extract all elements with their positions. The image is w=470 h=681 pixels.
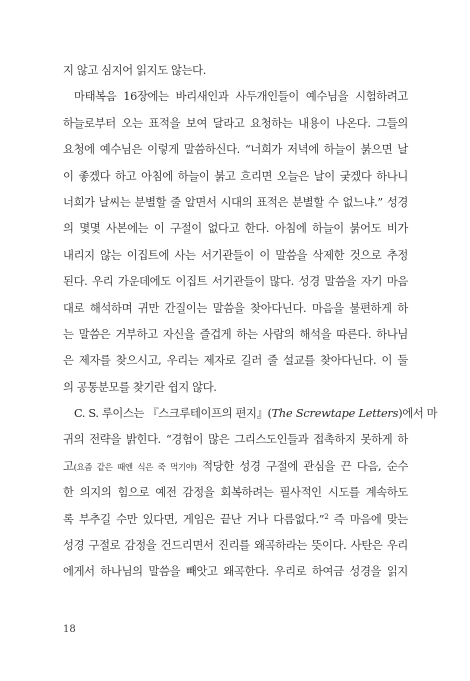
parenthetical-note: (요즘 같은 때엔 식은 죽 먹기야) [73,462,197,473]
text-line: 하늘로부터 오는 표적을 보여 달라고 요청하는 내용이 나온다. 그들의 [63,116,408,130]
book-title-english: The Screwtape Letters [271,407,399,421]
text-line: 성경 구절로 감정을 건드리면서 진리를 왜곡하라는 뜻이다. 사탄은 우리 [63,539,408,553]
text-line: 너희가 날씨는 분별할 줄 알면서 시대의 표적은 분별할 수 없느냐.” 성경 [63,195,408,209]
text-line: 마태복음 16장에는 바리새인과 사두개인들이 예수님을 시험하려고 [74,90,408,104]
footnote-marker: 2 [324,512,329,521]
text-segment: 고 [63,459,74,473]
text-line: 대로 해석하며 귀만 간질이는 말씀을 찾아다닌다. 마음을 불편하게 하 [63,301,408,315]
text-line: 의 몇몇 사본에는 이 구절이 없다고 한다. 아침에 하늘이 붉어도 비가 [63,222,408,236]
text-line: 은 제자를 찾으시고, 우리는 제자로 길러 줄 설교를 찾아다닌다. 이 둘 [63,354,408,368]
text-line [63,507,408,533]
page-number: 18 [63,624,76,635]
text-line: 내리지 않는 이집트에 사는 서기관들이 이 말씀을 삭제한 것으로 추정 [63,248,408,262]
text-line: 이 좋겠다 하고 아침에 하늘이 붉고 흐리면 오늘은 날이 궂겠다 하나니 [63,169,408,183]
text-line: 된다. 우리 가운데에도 이집트 서기관들이 많다. 성경 말씀을 자기 마음 [63,275,408,289]
text-line: 지 않고 심지어 읽지도 않는다. [63,64,206,77]
text-segment: 적당한 성경 구절에 관심을 끈 다음, 순수 [196,459,409,473]
text-line: 귀의 전략을 밝힌다. “경험이 많은 그리스도인들과 접촉하지 못하게 하 [63,433,408,447]
text-line [63,454,408,480]
text-segment: C. S. 루이스는 『스크루테이프의 편지』( [74,407,272,421]
text-line: 에게서 하나님의 말씀을 빼앗고 왜곡한다. 우리로 하여금 성경을 읽지 [63,565,408,579]
text-segment: 즉 마음에 맞는 [328,512,408,526]
text-segment: 록 부추길 수만 있다면, 게임은 끝난 거나 다름없다.” [63,512,325,526]
text-line: 한 의지의 힘으로 예전 감정을 회복하려는 필사적인 시도를 계속하도 [63,486,408,500]
body-text [63,58,438,586]
text-line: 의 공통분모를 찾기란 쉽지 않다. [63,380,217,394]
text-line [63,401,438,427]
text-segment: )에서 마 [398,407,438,421]
text-line: 는 말씀은 거부하고 자신을 즐겁게 하는 사람의 해석을 따른다. 하나님 [63,327,408,341]
text-line: 요청에 예수님은 이렇게 말씀하신다. “너희가 저녁에 하늘이 붉으면 날 [63,143,408,157]
